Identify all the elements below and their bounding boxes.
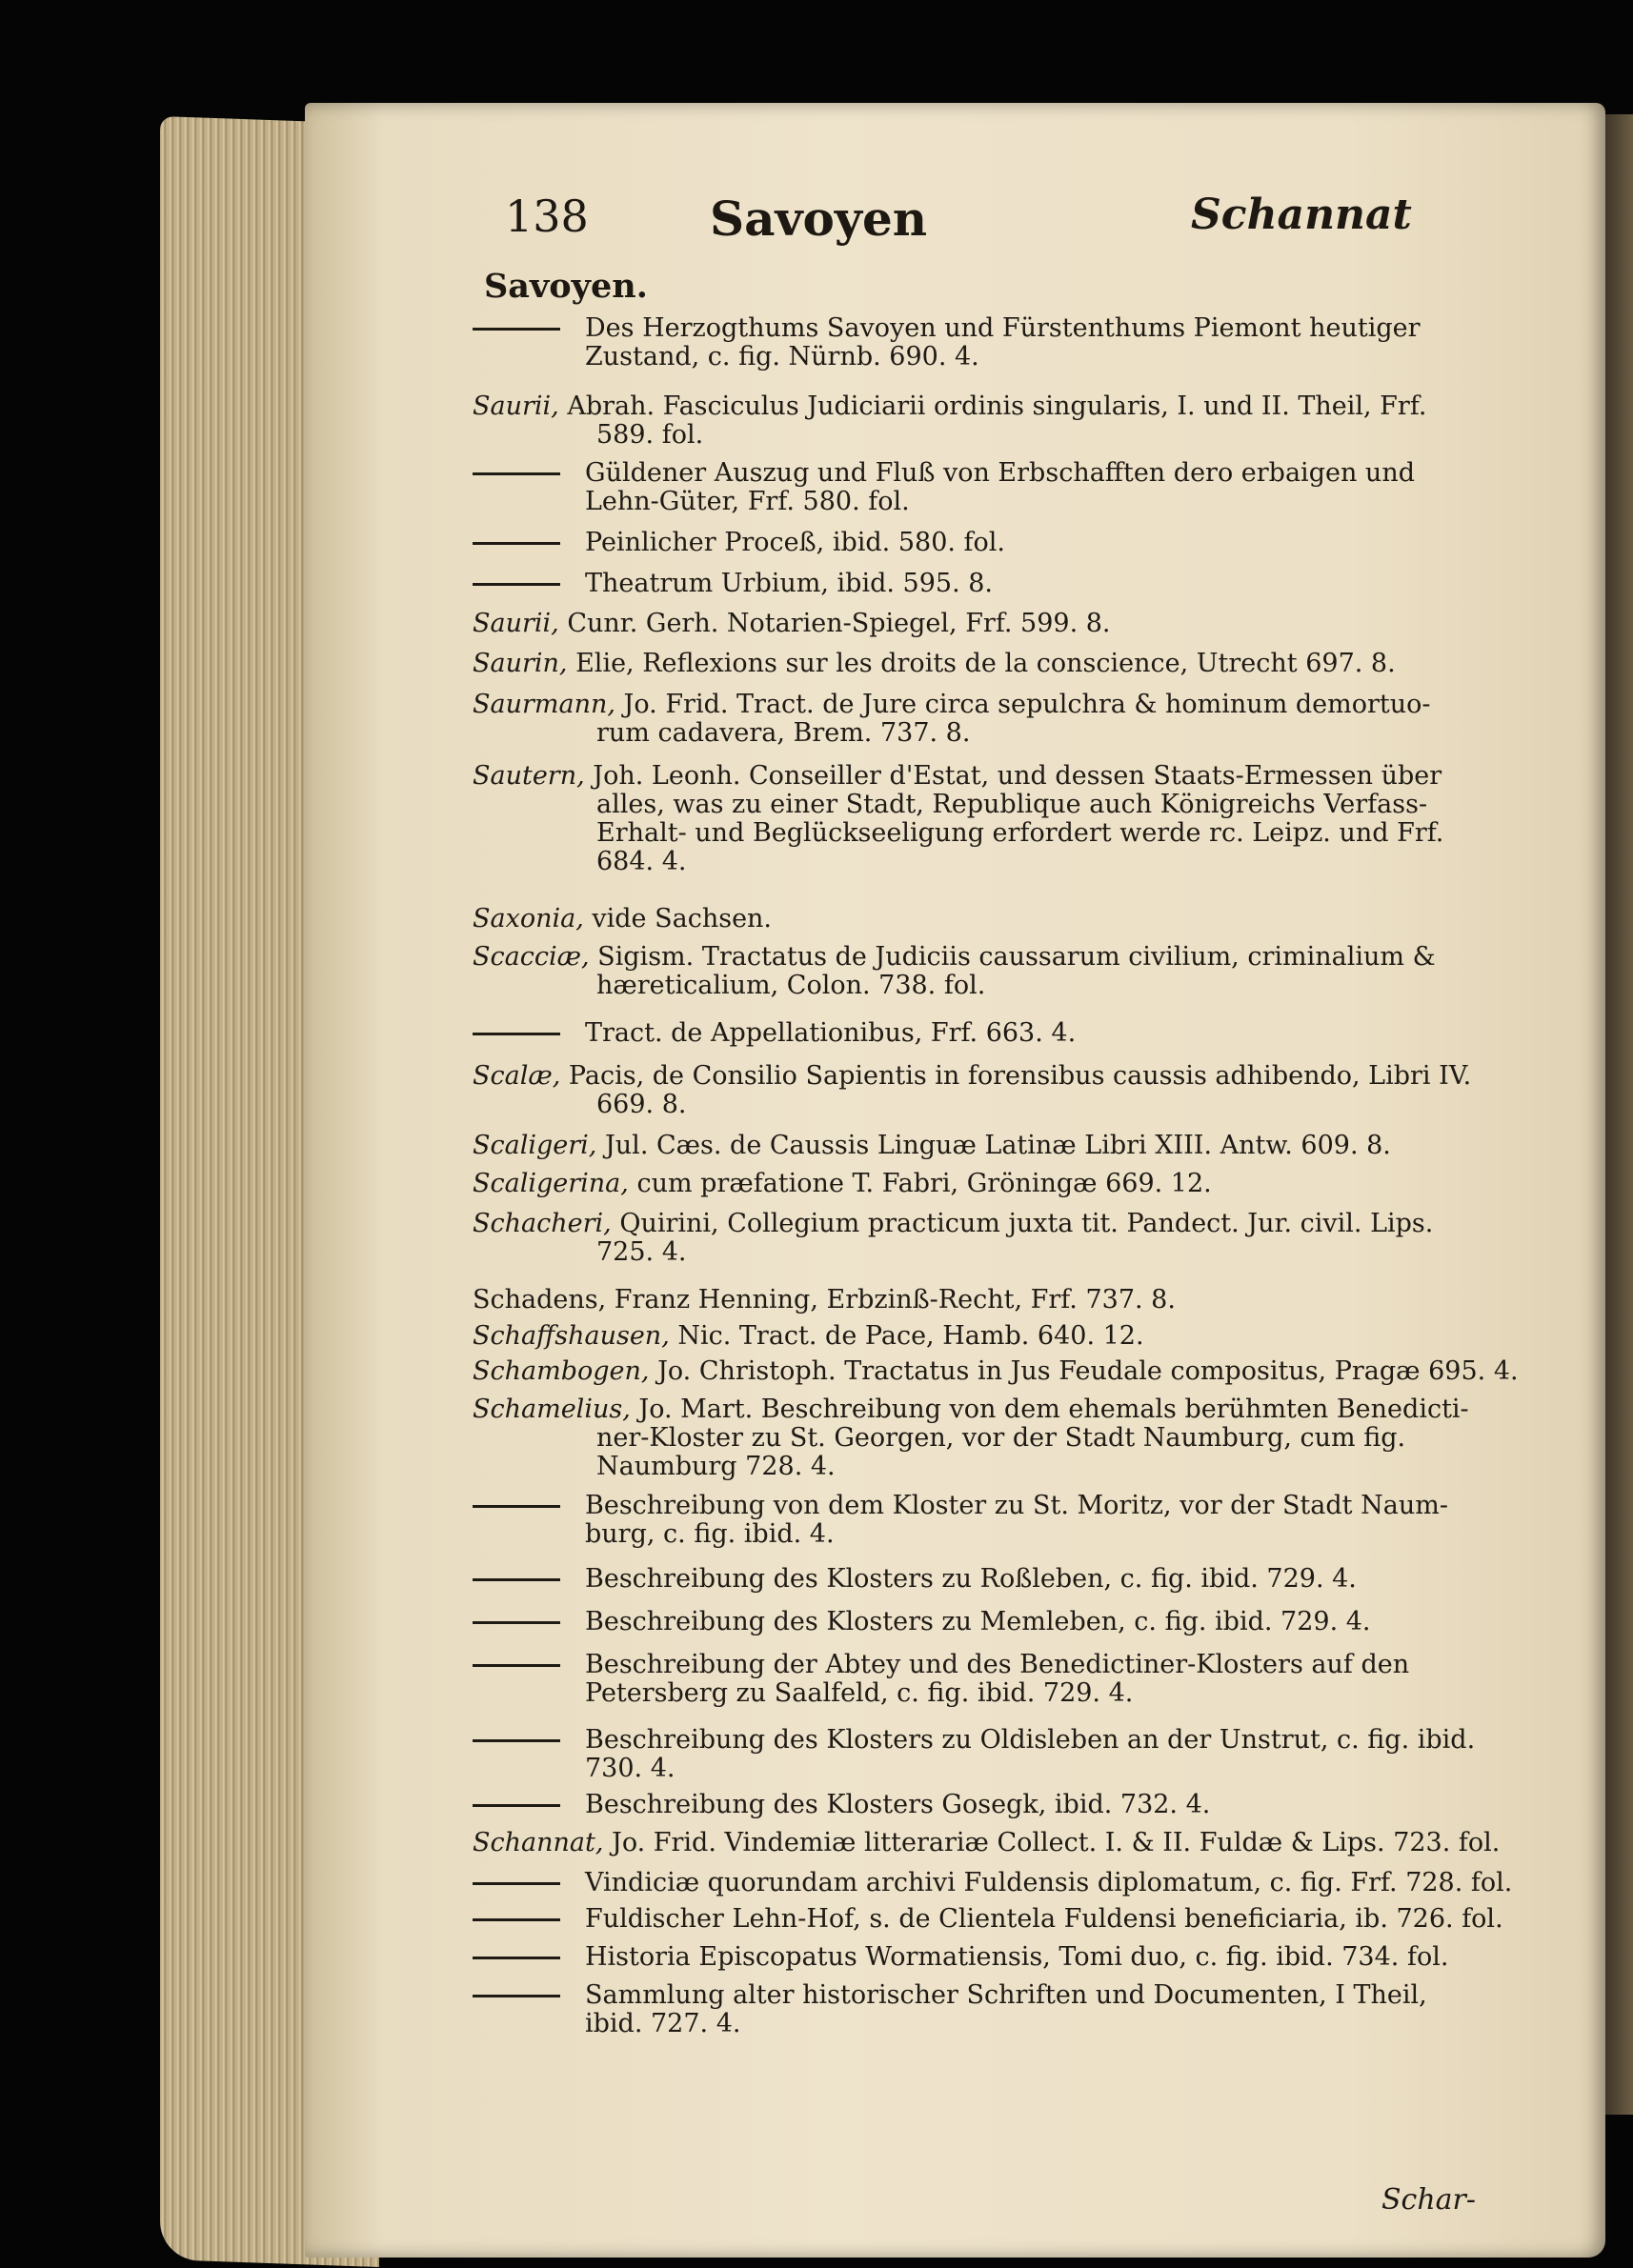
entry-line: Quirini, Collegium practicum juxta tit. Pandect. Jur. civil. Lips.: [619, 1209, 1434, 1238]
entry-line: 730. 4.: [585, 1754, 675, 1783]
entry-author: Saurin,: [473, 649, 576, 678]
entry-author: Saurii,: [473, 609, 568, 638]
entry-line: vide Sachsen.: [592, 904, 773, 933]
entry-line: Beschreibung von dem Kloster zu St. Moritz, vor der Stadt Naum-: [585, 1491, 1448, 1520]
entry-line: Sammlung alter historischer Schriften und Documenten, I Theil,: [585, 1980, 1427, 2010]
entry-line: Jo. Frid. Vindemiæ litterariæ Collect. I. & II. Fuldæ & Lips. 723. fol.: [612, 1828, 1501, 1857]
entry-line: Jo. Frid. Tract. de Jure circa sepulchra & hominum demortuo-: [623, 690, 1431, 719]
index-entry: [473, 1869, 1512, 1897]
entry-line: alles, was zu einer Stadt, Republique auch Königreichs Verfass-: [596, 790, 1428, 819]
index-entry: [473, 1395, 1469, 1481]
entry-line: Des Herzogthums Savoyen und Fürstenthums Piemont heutiger: [585, 313, 1421, 343]
entry-line: 684. 4.: [596, 847, 687, 876]
index-entry: [473, 1210, 1433, 1267]
ditto-dash: [473, 1882, 560, 1885]
index-entry: [473, 1492, 1448, 1549]
index-entry: [473, 392, 1426, 450]
index-entry: [473, 1651, 1409, 1708]
entry-author: Scaligerina,: [473, 1169, 637, 1198]
ditto-dash: [473, 472, 560, 475]
entry-line: ner-Kloster zu St. Georgen, vor der Stadt Naumburg, cum fig.: [596, 1423, 1406, 1453]
index-entry: [473, 1322, 1144, 1351]
entry-line: Vindiciæ quorundam archivi Fuldensis diplomatum, c. fig. Frf. 728. fol.: [585, 1868, 1513, 1897]
entry-line: Beschreibung des Klosters Gosegk, ibid. 732. 4.: [585, 1790, 1211, 1819]
index-entry: [473, 1981, 1427, 2038]
ditto-dash: [473, 1995, 560, 1997]
ditto-dash: [473, 1033, 560, 1035]
entry-line: Peinlicher Proceß, ibid. 580. fol.: [585, 528, 1006, 557]
running-head-right: Schannat: [1191, 191, 1412, 239]
index-entry: [473, 1829, 1500, 1857]
entry-line: Pacis, de Consilio Sapientis in forensibus caussis adhibendo, Libri IV.: [568, 1061, 1472, 1091]
entry-line: Joh. Leonh. Conseiller d'Estat, und dessen Staats-Ermessen über: [593, 761, 1442, 791]
entry-line: 725. 4.: [596, 1237, 687, 1267]
entry-line: Sigism. Tractatus de Judiciis caussarum civilium, criminalium &: [597, 942, 1436, 972]
entry-author: Schaffshausen,: [473, 1321, 678, 1351]
index-entry: [473, 314, 1421, 371]
ditto-dash: [473, 1664, 560, 1667]
index-entry: [473, 1791, 1210, 1819]
entry-line: Lehn-Güter, Frf. 580. fol.: [585, 487, 910, 516]
index-entry: [473, 1019, 1076, 1048]
entry-line: Cunr. Gerh. Notarien-Spiegel, Frf. 599. 8.: [567, 609, 1111, 638]
index-entry: [473, 762, 1443, 876]
entry-line: Fuldischer Lehn-Hof, s. de Clientela Fuldensi beneficiaria, ib. 726. fol.: [585, 1904, 1503, 1934]
index-entry: [473, 459, 1415, 516]
entry-line: Beschreibung der Abtey und des Benedictiner-Klosters auf den: [585, 1650, 1410, 1679]
entry-line: 669. 8.: [596, 1090, 687, 1119]
ditto-dash: [473, 1957, 560, 1959]
index-entry: [473, 905, 772, 933]
ditto-dash: [473, 1739, 560, 1742]
running-head-left: Savoyen: [710, 191, 928, 247]
index-entry: [473, 570, 993, 598]
entry-line: Güldener Auszug und Fluß von Erbschafften dero erbaigen und: [585, 458, 1415, 488]
entry-author: Schambogen,: [473, 1356, 658, 1386]
entry-line: Erhalt- und Beglückseeligung erfordert werde rc. Leipz. und Frf.: [596, 818, 1444, 848]
entry-line: Beschreibung des Klosters zu Memleben, c. fig. ibid. 729. 4.: [585, 1607, 1371, 1636]
index-entry: [473, 610, 1111, 638]
entry-line: Zustand, c. fig. Nürnb. 690. 4.: [585, 342, 979, 371]
ditto-dash: [473, 1505, 560, 1508]
entry-author: Schacheri,: [473, 1209, 620, 1238]
index-entry: [473, 1565, 1357, 1594]
index-entry: [473, 1286, 1176, 1315]
entry-line: Schadens, Franz Henning, Erbzinß-Recht, Frf. 737. 8.: [473, 1285, 1176, 1315]
entry-line: Elie, Reflexions sur les droits de la conscience, Utrecht 697. 8.: [575, 649, 1396, 678]
ditto-dash: [473, 1804, 560, 1807]
index-entry: [473, 1943, 1448, 1972]
ditto-dash: [473, 1578, 560, 1581]
entry-line: ibid. 727. 4.: [585, 2009, 741, 2038]
section-heading: Savoyen.: [484, 267, 648, 306]
entry-line: Abrah. Fasciculus Judiciarii ordinis singularis, I. und II. Theil, Frf.: [567, 391, 1427, 421]
ditto-dash: [473, 1918, 560, 1921]
entry-line: Petersberg zu Saalfeld, c. fig. ibid. 729. 4.: [585, 1678, 1134, 1708]
ditto-dash: [473, 328, 560, 331]
entry-line: Theatrum Urbium, ibid. 595. 8.: [585, 569, 994, 598]
index-entry: [473, 1357, 1519, 1386]
entry-author: Saurii,: [473, 391, 568, 421]
entry-author: Scaligeri,: [473, 1131, 605, 1160]
entry-line: hæreticalium, Colon. 738. fol.: [596, 971, 986, 1000]
index-entry: [473, 943, 1436, 1000]
index-entry: [473, 691, 1431, 748]
entry-line: Beschreibung des Klosters zu Oldisleben an der Unstrut, c. fig. ibid.: [585, 1725, 1476, 1755]
entry-line: Jo. Mart. Beschreibung von dem ehemals berühmten Benedicti-: [638, 1395, 1469, 1424]
index-entry: [473, 1608, 1371, 1636]
entry-author: Schamelius,: [473, 1395, 639, 1424]
entry-line: 589. fol.: [596, 420, 704, 450]
entry-line: Jul. Cæs. de Caussis Linguæ Latinæ Libri XIII. Antw. 609. 8.: [604, 1131, 1391, 1160]
index-entry: [473, 1726, 1475, 1783]
ditto-dash: [473, 1621, 560, 1624]
entry-line: Tract. de Appellationibus, Frf. 663. 4.: [585, 1018, 1077, 1048]
entry-author: Schannat,: [473, 1828, 612, 1857]
index-entry: [473, 1905, 1503, 1934]
ditto-dash: [473, 583, 560, 586]
ditto-dash: [473, 542, 560, 545]
index-entry: [473, 529, 1005, 557]
entry-line: rum cadavera, Brem. 737. 8.: [596, 718, 971, 748]
index-entry: [473, 650, 1396, 678]
catchword: Schar-: [1381, 2183, 1477, 2217]
entry-line: burg, c. fig. ibid. 4.: [585, 1519, 835, 1549]
entry-line: Historia Episcopatus Wormatiensis, Tomi duo, c. fig. ibid. 734. fol.: [585, 1942, 1449, 1972]
entry-line: cum præfatione T. Fabri, Gröningæ 669. 12.: [636, 1169, 1212, 1198]
index-entry: [473, 1170, 1212, 1198]
entry-line: Naumburg 728. 4.: [596, 1452, 836, 1481]
index-entry: [473, 1132, 1391, 1160]
entry-author: Saxonia,: [473, 904, 593, 933]
entry-line: Jo. Christoph. Tractatus in Jus Feudale compositus, Pragæ 695. 4.: [657, 1356, 1519, 1386]
entry-author: Scacciæ,: [473, 942, 598, 972]
index-entry: [473, 1062, 1471, 1119]
entry-author: Saurmann,: [473, 690, 624, 719]
page-number: 138: [505, 191, 589, 242]
entry-line: Nic. Tract. de Pace, Hamb. 640. 12.: [677, 1321, 1144, 1351]
entry-line: Beschreibung des Klosters zu Roßleben, c. fig. ibid. 729. 4.: [585, 1564, 1357, 1594]
entry-author: Scalæ,: [473, 1061, 569, 1091]
entry-author: Sautern,: [473, 761, 594, 791]
